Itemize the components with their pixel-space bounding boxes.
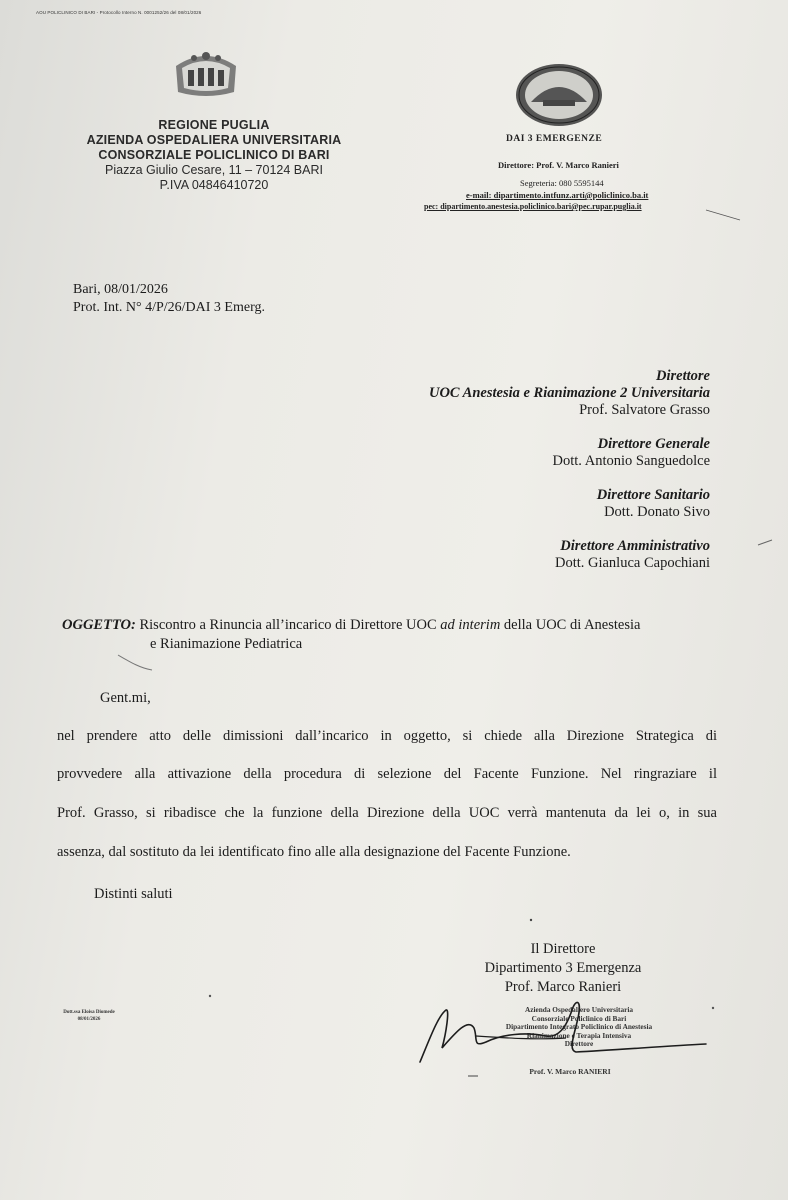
recipient-1-role: Direttore — [656, 368, 710, 384]
closing: Distinti saluti — [94, 886, 173, 902]
subject-line-2: e Rianimazione Pediatrica — [150, 636, 303, 652]
recipient-3-role: Direttore Sanitario — [596, 487, 710, 503]
recipient-2-name: Dott. Antonio Sanguedolce — [552, 453, 710, 469]
signature-line-3: Prof. Marco Ranieri — [504, 979, 622, 995]
salutation: Gent.mi, — [100, 690, 151, 706]
department-director: Direttore: Prof. V. Marco Ranieri — [498, 160, 619, 170]
hospital-header — [72, 118, 356, 193]
body-line-4: assenza, dal sostituto da lei identificato fino alle alla designazione del Facente Funzione. — [57, 844, 571, 860]
stamp-line-2: Consorziale Policlinico di Bari — [531, 1013, 627, 1023]
body-line-3: Prof. Grasso, si ribadisce che la funzione della Direzione della UOC verrà mantenuta da lei o, in sua — [57, 805, 717, 821]
signature-line-2: Dipartimento 3 Emergenza — [484, 960, 642, 976]
small-note-line-1: Dott.ssa Eloisa Diomede — [63, 1010, 115, 1015]
subject-text-b: della UOC di Anestesia — [500, 617, 641, 633]
recipient-3-name: Dott. Donato Sivo — [604, 504, 710, 520]
recipient-1-unit: UOC Anestesia e Rianimazione 2 Universitaria — [428, 385, 710, 401]
body-line-1: nel prendere atto delle dimissioni dall’incarico in oggetto, si chiede alla Direzione Strategica di — [57, 728, 717, 744]
hospital-line-2: AZIENDA OSPEDALIERA UNIVERSITARIA — [86, 133, 342, 147]
department-seal-icon — [513, 62, 605, 128]
department-pec: pec: dipartimento.anestesia.policlinico.bari@pec.rupar.puglia.it — [424, 202, 642, 211]
recipients-block — [429, 368, 710, 589]
date-line: Bari, 08/01/2026 — [73, 282, 168, 297]
recipient-4-name: Dott. Gianluca Capochiani — [554, 555, 710, 571]
department-title: DAI 3 EMERGENZE — [506, 134, 603, 144]
hospital-line-3: CONSORZIALE POLICLINICO DI BARI — [98, 148, 330, 162]
recipient-4 — [429, 538, 710, 572]
stamp-line-3: Dipartimento Integrato Policlinico di Anestesia — [505, 1022, 653, 1031]
hospital-address: Piazza Giulio Cesare, 11 – 70124 BARI — [105, 163, 323, 177]
recipient-3 — [429, 487, 710, 521]
recipient-4-role: Direttore Amministrativo — [560, 538, 710, 554]
recipient-1 — [429, 368, 710, 419]
hospital-piva: P.IVA 04846410720 — [159, 178, 269, 192]
stamp-line-5: Direttore — [564, 1039, 594, 1048]
small-note — [44, 1009, 134, 1023]
stamp-name: Prof. V. Marco RANIERI — [529, 1067, 611, 1076]
subject-label: OGGETTO — [62, 617, 132, 633]
signature-line-1: Il Direttore — [530, 941, 596, 957]
subject-text-italic: ad interim — [440, 617, 501, 633]
body-line-2: provvedere alla attivazione della procedura di selezione del Facente Funzione. Nel ringraziare il — [57, 766, 717, 782]
protocol-header: AOU POLICLINICO DI BARI - Protocollo Interno N. 0001252/26 del 08/01/2026 — [36, 10, 202, 15]
recipient-2 — [429, 436, 710, 470]
recipient-2-role: Direttore Generale — [597, 436, 710, 452]
small-note-line-2: 08/01/2026 — [77, 1017, 101, 1022]
handwritten-signature-icon — [416, 988, 716, 1088]
regione-puglia-crest-icon — [168, 48, 244, 98]
hospital-line-1: REGIONE PUGLIA — [158, 118, 270, 132]
protocol-line: Prot. Int. N° 4/P/26/DAI 3 Emerg. — [73, 300, 266, 315]
subject-block: OGGETTO: Riscontro a Rinuncia all’incarico di Direttore UOC ad interim della UOC di Anestesia e Rianimazione Pediatrica — [62, 616, 742, 654]
department-secretary: Segreteria: 080 5595144 — [520, 178, 604, 188]
department-email: e-mail: dipartimento.intfunz.arti@policlinico.ba.it — [466, 190, 649, 200]
subject-text-a: Riscontro a Rinuncia all’incarico di Direttore UOC — [139, 617, 441, 633]
recipient-1-name: Prof. Salvatore Grasso — [579, 402, 710, 418]
stamp-line-4: Rianimazione e Terapia Intensiva — [526, 1030, 632, 1040]
stamp-line-1: Azienda Ospedaliero Universitaria — [524, 1005, 634, 1014]
